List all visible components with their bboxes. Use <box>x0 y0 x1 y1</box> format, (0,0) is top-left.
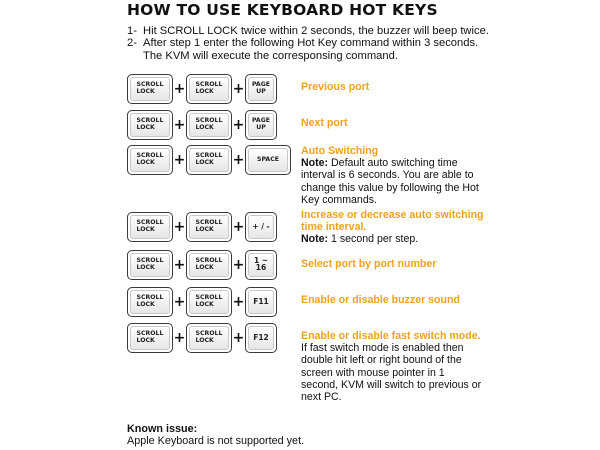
step-1 <box>127 25 489 37</box>
hotkey-row-select-port <box>127 250 277 280</box>
plus-sign: + <box>173 294 186 310</box>
scroll-lock-key: SCROLL LOCK <box>127 145 173 175</box>
page-up-key: PAGE UP <box>245 110 277 140</box>
key-combo <box>127 110 277 140</box>
hotkey-heading: Auto Switching <box>301 145 379 157</box>
scroll-lock-key: SCROLL LOCK <box>127 110 173 140</box>
key-combo <box>127 323 277 353</box>
hotkey-heading: Enable or disable buzzer sound <box>301 294 460 306</box>
instruction-steps <box>127 25 489 62</box>
hotkey-row-auto-switching <box>127 145 291 175</box>
scroll-lock-key: SCROLL LOCK <box>186 250 232 280</box>
note-text: 1 second per step. <box>331 233 419 246</box>
note-label: Note: <box>301 157 329 170</box>
f12-key: F12 <box>245 323 277 353</box>
plus-sign: + <box>173 152 186 168</box>
plus-sign: + <box>232 294 245 310</box>
plus-sign: + <box>232 81 245 97</box>
note-text: Default auto switching time interval is 6 seconds. You are able to change this value by following the Hot Key commands. <box>301 157 479 206</box>
note-label: Note: <box>301 233 329 246</box>
key-combo <box>127 145 291 175</box>
plus-sign: + <box>173 117 186 133</box>
hotkey-desc-auto-switching <box>301 145 481 206</box>
hotkey-heading: Select port by port number <box>301 258 437 270</box>
number-key: 1 ~ 16 <box>245 250 277 280</box>
page-title: HOW TO USE KEYBOARD HOT KEYS <box>127 1 438 19</box>
hotkey-row-next-port <box>127 110 277 140</box>
plus-sign: + <box>173 81 186 97</box>
note-text: If fast switch mode is enabled then double hit left or right bound of the screen with mouse pointer in 1 second, KVM will switch to previous or next PC. <box>301 342 482 404</box>
key-combo <box>127 287 277 317</box>
key-combo <box>127 250 277 280</box>
hotkey-row-previous-port <box>127 74 277 104</box>
step-number: 2- <box>127 37 137 50</box>
scroll-lock-key: SCROLL LOCK <box>127 323 173 353</box>
plus-sign: + <box>232 117 245 133</box>
key-combo <box>127 212 277 242</box>
hotkey-desc-next-port <box>301 117 591 129</box>
known-issue-label: Known issue: <box>127 423 198 435</box>
hotkey-heading: Increase or decrease auto switching time interval. <box>301 209 484 234</box>
scroll-lock-key: SCROLL LOCK <box>127 250 173 280</box>
hotkey-desc-fast-switch <box>301 330 483 403</box>
hotkey-heading: Next port <box>301 117 348 129</box>
plus-sign: + <box>173 330 186 346</box>
plus-sign: + <box>232 219 245 235</box>
hotkey-heading: Previous port <box>301 81 370 93</box>
plus-minus-key: + / - <box>245 212 277 242</box>
plus-sign: + <box>232 152 245 168</box>
space-key: SPACE <box>245 145 291 175</box>
step-text: Hit SCROLL LOCK twice within 2 seconds, the buzzer will beep twice. <box>143 25 489 37</box>
scroll-lock-key: SCROLL LOCK <box>186 287 232 317</box>
hotkey-row-interval <box>127 212 277 242</box>
step-2 <box>127 37 489 62</box>
hotkey-desc-select-port <box>301 258 591 270</box>
scroll-lock-key: SCROLL LOCK <box>127 287 173 317</box>
f11-key: F11 <box>245 287 277 317</box>
scroll-lock-key: SCROLL LOCK <box>127 212 173 242</box>
scroll-lock-key: SCROLL LOCK <box>186 74 232 104</box>
key-combo <box>127 74 277 104</box>
hotkey-desc-buzzer <box>301 294 591 306</box>
scroll-lock-key: SCROLL LOCK <box>186 323 232 353</box>
hotkey-row-buzzer <box>127 287 277 317</box>
step-number: 1- <box>127 25 137 37</box>
known-issue <box>127 423 304 448</box>
page-up-key: PAGE UP <box>245 74 277 104</box>
scroll-lock-key: SCROLL LOCK <box>186 145 232 175</box>
plus-sign: + <box>173 219 186 235</box>
hotkey-desc-previous-port <box>301 81 591 93</box>
plus-sign: + <box>232 257 245 273</box>
scroll-lock-key: SCROLL LOCK <box>186 110 232 140</box>
hotkey-row-fast-switch <box>127 323 277 353</box>
plus-sign: + <box>173 257 186 273</box>
known-issue-text: Apple Keyboard is not supported yet. <box>127 435 305 448</box>
plus-sign: + <box>232 330 245 346</box>
step-text: After step 1 enter the following Hot Key command within 3 seconds. The KVM will execute the corresponsing command. <box>143 37 479 62</box>
scroll-lock-key: SCROLL LOCK <box>186 212 232 242</box>
scroll-lock-key: SCROLL LOCK <box>127 74 173 104</box>
hotkey-heading: Enable or disable fast switch mode. <box>301 330 481 342</box>
hotkey-desc-interval <box>301 209 487 246</box>
